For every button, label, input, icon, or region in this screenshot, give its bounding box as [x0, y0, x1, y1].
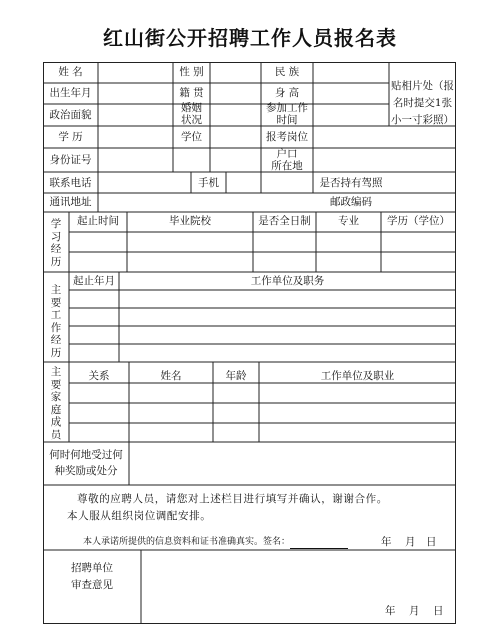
family-section-label: 主要家庭成员	[50, 366, 62, 441]
awards-label-line2: 种奖励或处分	[54, 465, 118, 477]
label-education: 学 历	[58, 131, 83, 143]
label-ethnicity: 民 族	[274, 66, 300, 78]
review-day: 日	[433, 605, 444, 617]
label-license: 是否持有驾照	[319, 177, 383, 189]
declaration-day: 日	[426, 536, 437, 548]
photo-note-line3: 小一寸彩照）	[391, 114, 454, 126]
review-label-line1: 招聘单位	[71, 562, 113, 574]
label-name: 姓 名	[58, 66, 83, 78]
label-height: 身 高	[274, 87, 300, 99]
study-header-school: 毕业院校	[169, 215, 211, 227]
label-hukou-line2: 所在地	[271, 160, 303, 172]
family-header-employer: 工作单位及职业	[320, 370, 395, 382]
study-header-fulltime: 是否全日制	[258, 215, 311, 227]
commitment-text: 本人承诺所提供的信息资料和证书准确真实。签名：	[83, 537, 291, 547]
label-address: 通讯地址	[49, 196, 92, 208]
label-phone: 联系电话	[49, 177, 92, 189]
family-header-relation: 关系	[88, 370, 110, 382]
registration-form	[43, 62, 456, 624]
label-hukou-line1: 户口	[276, 148, 298, 160]
study-header-period: 起止时间	[77, 215, 119, 227]
photo-note-line1: 贴相片处（报	[391, 80, 454, 92]
work-header-employer: 工作单位及职务	[250, 275, 325, 287]
label-work-time-line1: 参加工作	[266, 102, 308, 114]
declaration-month: 月	[405, 536, 416, 548]
form-title: 红山街公开招聘工作人员报名表	[103, 26, 397, 50]
label-political-status: 政治面貌	[49, 109, 92, 121]
label-id-number: 身份证号	[49, 154, 92, 166]
study-header-degree: 学历（学位）	[387, 215, 450, 227]
commitment-statement	[83, 535, 348, 549]
label-mobile: 手机	[198, 177, 219, 189]
work-section-label: 主要工作经历	[50, 284, 62, 359]
label-work-time-line2: 时间	[276, 114, 298, 126]
work-header-period: 起止年月	[73, 275, 115, 287]
label-native-place: 籍 贯	[179, 87, 204, 99]
label-position: 报考岗位	[266, 131, 308, 143]
declaration-line2: 本人服从组织岗位调配安排。	[67, 510, 212, 522]
label-marital-line2: 状况	[181, 114, 202, 126]
label-degree: 学位	[181, 131, 202, 143]
declaration-line1: 尊敬的应聘人员，请您对上述栏目进行填写并确认，谢谢合作。	[77, 493, 388, 505]
label-marital-line1: 婚姻	[181, 102, 202, 114]
awards-label-line1: 何时何地受过何	[49, 449, 123, 461]
label-postcode: 邮政编码	[330, 196, 372, 208]
review-label-line2: 审查意见	[71, 579, 113, 591]
study-section-label: 学习经历	[50, 218, 62, 268]
label-birth: 出生年月	[49, 87, 92, 99]
review-year: 年	[385, 605, 396, 617]
family-header-name: 姓名	[160, 370, 182, 382]
review-month: 月	[409, 605, 420, 617]
signature-line[interactable]	[290, 538, 348, 549]
study-header-major: 专业	[338, 215, 359, 227]
declaration-year: 年	[381, 536, 392, 548]
label-gender: 性 别	[179, 66, 204, 78]
photo-note-line2: 名时提交1张	[392, 97, 453, 109]
family-header-age: 年龄	[225, 370, 247, 382]
